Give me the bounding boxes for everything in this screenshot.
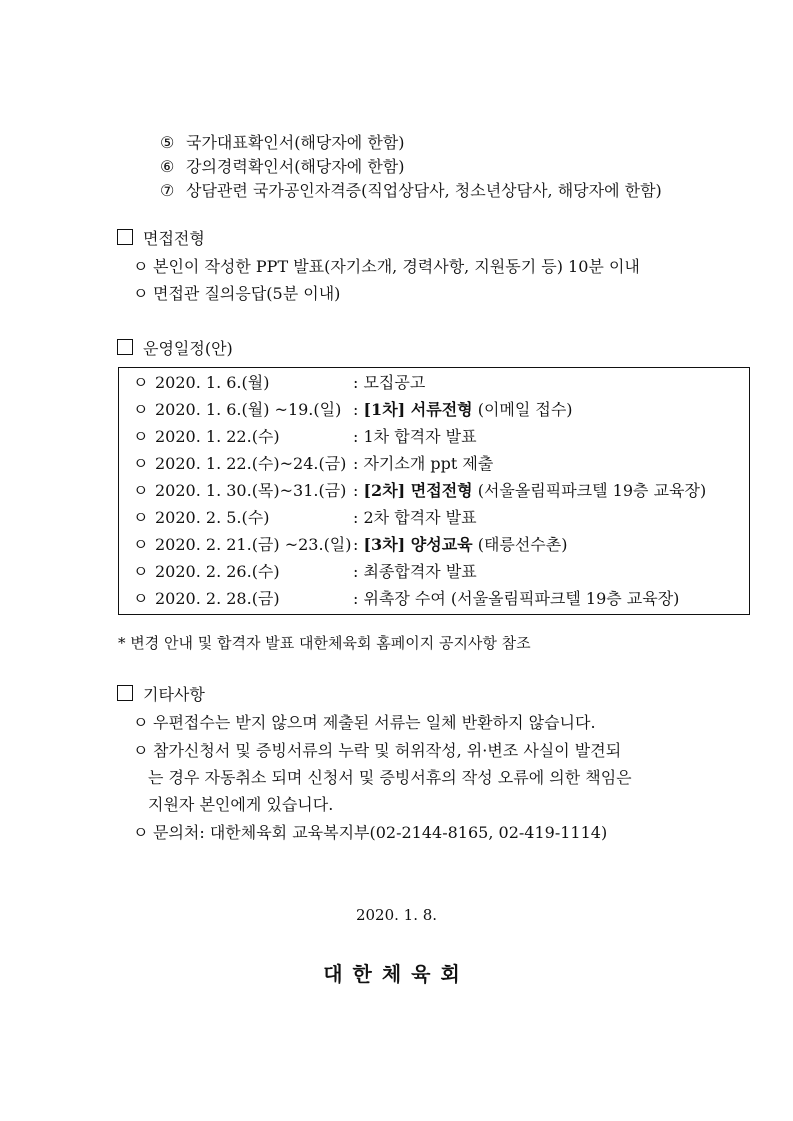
bullet-icon: ㅇ	[133, 562, 149, 581]
item-number: ⑦	[160, 181, 175, 200]
bullet-icon: ㅇ	[133, 823, 149, 842]
doc-item-5	[160, 132, 405, 154]
etc-item-text: 우편접수는 받지 않으며 제출된 서류는 일체 반환하지 않습니다.	[153, 713, 596, 732]
bullet-icon: ㅇ	[133, 400, 149, 419]
doc-text: 국가대표확인서(해당자에 한함)	[186, 133, 405, 152]
bullet-icon: ㅇ	[133, 284, 149, 303]
etc-item-text: 참가신청서 및 증빙서류의 누락 및 허위작성, 위·변조 사실이 발견되	[153, 741, 622, 760]
document-date: 2020. 1. 8.	[355, 906, 438, 924]
schedule-row	[119, 478, 749, 504]
doc-text: 상담관련 국가공인자격증(직업상담사, 청소년상담사, 해당자에 한함)	[186, 181, 662, 200]
schedule-table	[118, 367, 750, 615]
heading-text: 면접전형	[143, 229, 205, 248]
bullet-icon: ㅇ	[133, 713, 149, 732]
item-number: ⑤	[160, 133, 175, 152]
schedule-date: 2020. 1. 30.(목)~31.(금)	[155, 481, 347, 500]
doc-item-7	[160, 180, 662, 202]
schedule-content: : 2차 합격자 발표	[353, 508, 477, 527]
schedule-row	[119, 559, 749, 585]
etc-item	[133, 822, 607, 844]
schedule-row	[119, 451, 749, 477]
etc-item-text: 문의처: 대한체육회 교육복지부(02-2144-8165, 02-419-1114)	[153, 823, 608, 842]
schedule-row	[119, 424, 749, 450]
schedule-date: 2020. 1. 22.(수)	[155, 427, 280, 446]
heading-text: 운영일정(안)	[143, 339, 233, 358]
bullet-icon: ㅇ	[133, 481, 149, 500]
etc-item-continuation: 지원자 본인에게 있습니다.	[148, 795, 334, 814]
section-heading-etc	[117, 684, 205, 706]
schedule-content: : 모집공고	[353, 373, 426, 392]
schedule-date: 2020. 2. 28.(금)	[155, 589, 280, 608]
schedule-note: * 변경 안내 및 합격자 발표 대한체육회 홈페이지 공지사항 참조	[118, 634, 531, 652]
schedule-row	[119, 532, 749, 558]
schedule-content: : [1차] 서류전형 (이메일 접수)	[353, 400, 573, 419]
checkbox-square-icon	[117, 685, 133, 701]
doc-text: 강의경력확인서(해당자에 한함)	[186, 157, 405, 176]
bullet-icon: ㅇ	[133, 427, 149, 446]
schedule-content: : 최종합격자 발표	[353, 562, 477, 581]
bullet-icon: ㅇ	[133, 589, 149, 608]
checkbox-square-icon	[117, 229, 133, 245]
schedule-date: 2020. 2. 26.(수)	[155, 562, 280, 581]
schedule-date: 2020. 1. 22.(수)~24.(금)	[155, 454, 347, 473]
bullet-icon: ㅇ	[133, 535, 149, 554]
schedule-row	[119, 505, 749, 531]
schedule-content: : 자기소개 ppt 제출	[353, 454, 494, 473]
doc-item-6	[160, 156, 405, 178]
schedule-row	[119, 586, 749, 612]
etc-item	[133, 712, 596, 734]
interview-item-text: 면접관 질의응답(5분 이내)	[153, 284, 341, 303]
etc-item-continuation: 는 경우 자동취소 되며 신청서 및 증빙서휴의 작성 오류에 의한 책임은	[148, 768, 632, 787]
schedule-date: 2020. 1. 6.(월)	[155, 373, 270, 392]
item-number: ⑥	[160, 157, 175, 176]
organization-name: 대한체육회	[323, 962, 470, 986]
interview-item-text: 본인이 작성한 PPT 발표(자기소개, 경력사항, 지원동기 등) 10분 이내	[153, 257, 640, 276]
etc-item	[133, 740, 621, 762]
schedule-row	[119, 370, 749, 396]
schedule-content: : [3차] 양성교육 (태릉선수촌)	[353, 535, 568, 554]
section-heading-schedule	[117, 338, 233, 360]
schedule-date: 2020. 1. 6.(월) ~19.(일)	[155, 400, 342, 419]
schedule-date: 2020. 2. 5.(수)	[155, 508, 270, 527]
schedule-content: : 위촉장 수여 (서울올림픽파크텔 19층 교육장)	[353, 589, 680, 608]
bullet-icon: ㅇ	[133, 257, 149, 276]
section-heading-interview	[117, 228, 205, 250]
interview-item	[133, 256, 640, 278]
schedule-content: : 1차 합격자 발표	[353, 427, 477, 446]
bullet-icon: ㅇ	[133, 741, 149, 760]
interview-item	[133, 283, 340, 305]
schedule-row	[119, 397, 749, 423]
bullet-icon: ㅇ	[133, 454, 149, 473]
schedule-content: : [2차] 면접전형 (서울올림픽파크텔 19층 교육장)	[353, 481, 707, 500]
bullet-icon: ㅇ	[133, 373, 149, 392]
heading-text: 기타사항	[143, 685, 205, 704]
schedule-date: 2020. 2. 21.(금) ~23.(일)	[155, 535, 352, 554]
checkbox-square-icon	[117, 339, 133, 355]
bullet-icon: ㅇ	[133, 508, 149, 527]
